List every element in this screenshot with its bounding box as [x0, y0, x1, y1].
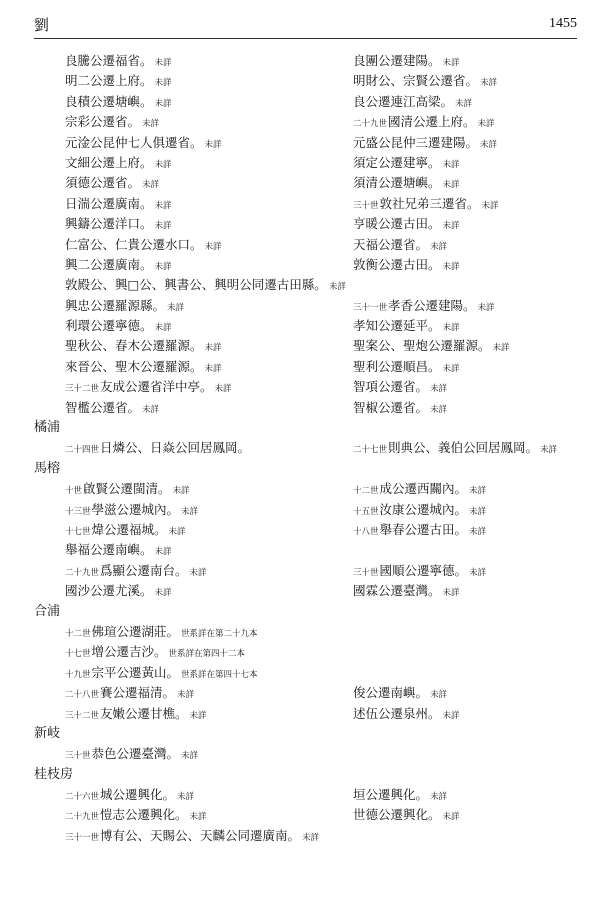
- record-text: 良積公遷塘嶼。: [65, 93, 153, 109]
- generation-label: 三十一世: [353, 302, 388, 313]
- record-note: 未詳: [430, 241, 448, 252]
- record-row: [34, 194, 579, 214]
- record-entry: [65, 153, 172, 175]
- record-entry: [65, 296, 184, 318]
- record-note: 未詳: [177, 690, 195, 701]
- record-note: 未詳: [442, 159, 460, 170]
- record-text: 仁富公、仁貴公遷水口。: [65, 236, 203, 252]
- record-text: 愷志公遷興化。: [100, 807, 188, 823]
- record-entry: [353, 316, 460, 338]
- record-text: 興忠公遷羅源縣。: [65, 297, 166, 313]
- record-note: 未詳: [142, 404, 160, 415]
- record-text: 元淦公昆仲七人俱遷省。: [65, 134, 203, 150]
- generation-label: 二十九世: [353, 119, 388, 130]
- record-note: 未詳: [204, 343, 222, 354]
- record-text: 良騰公遷福省。: [65, 53, 153, 68]
- record-note: 世系詳在第二十九本: [181, 628, 258, 639]
- generation-label: 二十九世: [65, 567, 100, 578]
- record-note: 未詳: [480, 139, 498, 150]
- record-row: [34, 561, 579, 581]
- record-note: 未詳: [189, 567, 207, 578]
- record-entry: [65, 805, 207, 827]
- record-text: 啟賢公遷閩清。: [83, 481, 171, 497]
- record-entry: [65, 112, 159, 134]
- record-note: 未詳: [204, 241, 222, 252]
- record-entry: [65, 194, 172, 216]
- record-entry: [353, 377, 447, 399]
- record-entry: [65, 133, 222, 155]
- record-note: 未詳: [442, 180, 460, 191]
- generation-label: 二十八世: [65, 690, 100, 701]
- record-note: 未詳: [469, 506, 487, 517]
- record-note: 未詳: [477, 302, 495, 313]
- record-row: [34, 642, 579, 662]
- record-entry: [353, 805, 460, 827]
- record-text: 明財公、宗賢公遷省。: [353, 73, 479, 89]
- record-text: 須清公遷塘嶼。: [353, 175, 441, 191]
- record-text: 城公遷興化。: [100, 787, 176, 803]
- record-entry: [65, 51, 172, 73]
- record-text: 元盛公昆仲三遷建陽。: [353, 134, 479, 150]
- record-text: 智項公遷省。: [353, 379, 429, 395]
- record-note: 未詳: [492, 343, 510, 354]
- record-row: [34, 479, 579, 499]
- record-text: 興鑄公遷洋口。: [65, 216, 153, 232]
- section-heading: 馬榕: [34, 460, 61, 476]
- record-entry: [353, 398, 447, 420]
- record-text: 國順公遷寧德。: [379, 562, 468, 578]
- generation-label: 十七世: [65, 649, 91, 660]
- record-row: [34, 173, 579, 193]
- record-entry: [353, 581, 460, 603]
- record-entry: [353, 194, 499, 216]
- record-text: 孝香公遷建陽。: [388, 297, 476, 313]
- record-note: 未詳: [469, 567, 487, 578]
- record-row: [34, 398, 579, 418]
- record-entry: [65, 173, 159, 195]
- generation-label: 三十世: [353, 200, 379, 211]
- record-row: [34, 622, 579, 642]
- record-text: 舉春公遷古田。: [379, 521, 468, 537]
- record-entry: [353, 71, 497, 93]
- generation-label: 二十六世: [65, 792, 100, 803]
- generation-label: 十五世: [353, 506, 379, 517]
- record-entry: [65, 683, 194, 705]
- record-entry: [65, 479, 190, 501]
- record-note: 未詳: [430, 384, 448, 395]
- record-text: 亨暖公遷古田。: [353, 216, 441, 232]
- generation-label: 二十九世: [65, 812, 100, 823]
- record-text: 述伍公遷泉州。: [353, 705, 441, 721]
- record-text: 宗彩公遷省。: [65, 114, 141, 130]
- record-row: [34, 744, 579, 764]
- record-text: 賽公遷福清。: [100, 685, 176, 701]
- record-note: 未詳: [181, 751, 199, 762]
- record-text: 國沙公遷尤溪。: [65, 583, 153, 599]
- record-row: [34, 51, 579, 71]
- record-row: [34, 826, 579, 846]
- record-row: [34, 214, 579, 234]
- record-row: [34, 520, 579, 540]
- record-note: 未詳: [442, 812, 460, 823]
- record-entry: [65, 398, 159, 420]
- record-row: [34, 255, 579, 275]
- record-row: [34, 153, 579, 173]
- record-note: 未詳: [154, 58, 172, 68]
- record-entry: [65, 663, 258, 685]
- record-entry: [65, 214, 172, 236]
- generation-label: 三十二世: [65, 384, 100, 395]
- record-note: 世系詳在第四十二本: [168, 649, 246, 660]
- record-text: 煒公遷福城。: [91, 521, 167, 537]
- record-note: 未詳: [442, 261, 460, 272]
- record-text: 增公遷吉沙。: [91, 644, 167, 660]
- record-text: 國清公遷上府。: [388, 114, 476, 130]
- record-entry: [65, 540, 172, 562]
- record-note: 未詳: [204, 139, 222, 150]
- record-note: 未詳: [154, 98, 172, 109]
- record-note: 未詳: [469, 486, 487, 497]
- record-note: 未詳: [181, 506, 199, 517]
- record-text: 須德公遷省。: [65, 175, 141, 191]
- record-note: 未詳: [480, 78, 498, 89]
- generation-label: 十八世: [353, 526, 379, 537]
- record-text: 須定公遷建寧。: [353, 154, 441, 170]
- record-entry: [353, 296, 495, 318]
- record-text: 學滋公遷城內。: [91, 501, 180, 517]
- record-entry: [65, 336, 222, 358]
- migration-records: [34, 51, 579, 846]
- record-text: 良公遷連江高梁。: [353, 93, 454, 109]
- record-entry: [353, 357, 460, 379]
- record-note: 未詳: [442, 710, 460, 721]
- record-text: 智椒公遷省。: [353, 399, 429, 415]
- record-note: 未詳: [154, 547, 172, 558]
- record-note: 未詳: [442, 588, 460, 599]
- record-text: 世德公遷興化。: [353, 807, 441, 823]
- record-note: 未詳: [430, 690, 448, 701]
- record-note: 未詳: [455, 98, 473, 109]
- record-entry: [65, 235, 222, 257]
- record-entry: [353, 438, 557, 460]
- record-entry: [353, 255, 460, 277]
- record-entry: [65, 438, 250, 460]
- record-entry: [65, 357, 222, 379]
- record-text: 聖案公、聖炮公遷羅源。: [353, 338, 491, 354]
- record-note: 未詳: [172, 486, 190, 497]
- record-row: [34, 785, 579, 805]
- record-entry: [353, 500, 486, 522]
- record-note: 未詳: [442, 221, 460, 232]
- record-text: 日湍公遷廣南。: [65, 195, 153, 211]
- record-entry: [65, 275, 346, 297]
- record-entry: [353, 153, 460, 175]
- generation-label: 三十二世: [65, 710, 100, 721]
- generation-label: 三十一世: [65, 832, 100, 843]
- record-text: 明二公遷上府。: [65, 73, 153, 89]
- record-note: 未詳: [328, 282, 346, 293]
- record-row: [34, 133, 579, 153]
- record-text: 興二公遷廣南。: [65, 256, 153, 272]
- record-entry: [353, 112, 495, 134]
- record-entry: [65, 581, 172, 603]
- record-note: 未詳: [442, 323, 460, 334]
- record-text: 孝知公遷延平。: [353, 318, 441, 334]
- record-row: [34, 71, 579, 91]
- record-entry: [65, 316, 172, 338]
- surname-heading: 劉: [34, 16, 50, 34]
- record-entry: [353, 51, 460, 73]
- section-heading: 合浦: [34, 603, 61, 619]
- section-heading: 橘浦: [34, 420, 61, 436]
- record-row: [34, 357, 579, 377]
- record-note: 未詳: [154, 200, 172, 211]
- record-note: 未詳: [189, 812, 207, 823]
- record-entry: [65, 622, 258, 644]
- generation-label: 二十七世: [353, 445, 388, 456]
- record-text: 則典公、義伯公回居鳳岡。: [388, 440, 539, 456]
- record-row: [34, 275, 579, 295]
- record-note: 未詳: [167, 302, 185, 313]
- record-text: 國霖公遷臺灣。: [353, 583, 441, 599]
- record-note: 未詳: [154, 323, 172, 334]
- record-note: 未詳: [430, 792, 448, 803]
- record-entry: [65, 500, 198, 522]
- record-text: 宗平公遷黃山。: [91, 664, 180, 680]
- record-row: [34, 683, 579, 703]
- record-entry: [65, 71, 172, 93]
- page-header: [34, 14, 577, 39]
- record-note: 未詳: [177, 792, 195, 803]
- record-text: 俊公遷南嶼。: [353, 685, 429, 701]
- record-row: [34, 92, 579, 112]
- record-entry: [353, 92, 472, 114]
- record-note: 未詳: [154, 159, 172, 170]
- generation-label: 十二世: [65, 628, 91, 639]
- record-text: 舉福公遷南嶼。: [65, 542, 153, 558]
- record-row: [34, 704, 579, 724]
- record-text: 友成公遷省洋中亭。: [100, 379, 213, 395]
- record-entry: [65, 744, 198, 766]
- record-entry: [65, 642, 245, 664]
- record-text: 恭色公遷臺灣。: [91, 746, 180, 762]
- record-entry: [65, 561, 207, 583]
- record-row: [34, 316, 579, 336]
- record-entry: [353, 683, 447, 705]
- record-text: 佛瑄公遷湖莊。: [91, 623, 180, 639]
- record-row: [34, 540, 579, 560]
- record-note: 未詳: [442, 363, 460, 374]
- record-text: 文細公遷上府。: [65, 154, 153, 170]
- record-entry: [353, 704, 460, 726]
- record-row: [34, 235, 579, 255]
- record-note: 未詳: [154, 221, 172, 232]
- record-entry: [65, 785, 194, 807]
- record-note: 未詳: [442, 58, 460, 68]
- record-text: 成公遷西關內。: [379, 481, 468, 497]
- record-text: 垣公遷興化。: [353, 787, 429, 803]
- record-entry: [353, 479, 486, 501]
- record-row: [34, 377, 579, 397]
- generation-label: 十世: [65, 486, 83, 497]
- record-entry: [65, 377, 232, 399]
- record-text: 博有公、天賜公、天麟公同遷廣南。: [100, 827, 301, 843]
- record-note: 未詳: [430, 404, 448, 415]
- record-note: 未詳: [477, 119, 495, 130]
- record-entry: [353, 336, 510, 358]
- record-note: 未詳: [481, 200, 499, 211]
- record-entry: [353, 520, 486, 542]
- generation-label: 三十世: [353, 567, 379, 578]
- record-row: [34, 438, 579, 458]
- section-heading: 桂枝房: [34, 766, 74, 782]
- record-entry: [65, 520, 186, 542]
- record-text: 汝康公遷城內。: [379, 501, 468, 517]
- record-entry: [353, 133, 497, 155]
- record-text: 敦社兄弟三遷省。: [379, 195, 480, 211]
- record-entry: [353, 785, 447, 807]
- page-number: 1455: [549, 16, 577, 31]
- generation-label: 十九世: [65, 669, 91, 680]
- record-text: 利環公遷寧德。: [65, 318, 153, 334]
- record-row: [34, 805, 579, 825]
- record-entry: [353, 173, 460, 195]
- record-note: 未詳: [302, 832, 320, 843]
- generation-label: 十二世: [353, 486, 379, 497]
- record-entry: [353, 561, 486, 583]
- record-text: 天福公遷省。: [353, 236, 429, 252]
- record-text: 日燐公、日焱公回居鳳岡。: [100, 440, 251, 456]
- record-note: 未詳: [154, 588, 172, 599]
- generation-label: 三十世: [65, 751, 91, 762]
- record-note: 未詳: [189, 710, 207, 721]
- record-note: 未詳: [142, 180, 160, 191]
- record-note: 未詳: [204, 363, 222, 374]
- record-text: 爲顯公遷南台。: [100, 562, 188, 578]
- record-entry: [353, 214, 460, 236]
- record-row: [34, 581, 579, 601]
- record-text: 友嫩公遷甘樵。: [100, 705, 188, 721]
- record-text: 來晉公、聖木公遷羅源。: [65, 358, 203, 374]
- record-note: 未詳: [142, 119, 160, 130]
- record-entry: [65, 92, 172, 114]
- record-text: 智檻公遷省。: [65, 399, 141, 415]
- record-entry: [65, 255, 172, 277]
- generation-label: 十三世: [65, 506, 91, 517]
- record-note: 未詳: [154, 78, 172, 89]
- record-note: 未詳: [540, 445, 558, 456]
- record-row: [34, 296, 579, 316]
- record-entry: [65, 704, 207, 726]
- record-note: 未詳: [214, 384, 232, 395]
- record-note: 未詳: [168, 526, 186, 537]
- record-row: [34, 663, 579, 683]
- record-entry: [353, 235, 447, 257]
- record-text: 聖秋公、春木公遷羅源。: [65, 338, 203, 354]
- record-text: 敦殿公、興□公、興書公、興明公同遷古田縣。: [65, 277, 327, 293]
- record-text: 聖利公遷順昌。: [353, 358, 441, 374]
- record-row: [34, 500, 579, 520]
- record-note: 未詳: [154, 261, 172, 272]
- record-text: 良團公遷建陽。: [353, 53, 441, 68]
- generation-label: 二十四世: [65, 445, 100, 456]
- generation-label: 十七世: [65, 526, 91, 537]
- record-row: [34, 112, 579, 132]
- record-entry: [65, 826, 319, 848]
- section-heading: 新岐: [34, 725, 61, 741]
- record-row: [34, 336, 579, 356]
- record-text: 敦衡公遷古田。: [353, 256, 441, 272]
- record-note: 世系詳在第四十七本: [181, 669, 258, 680]
- record-note: 未詳: [469, 526, 487, 537]
